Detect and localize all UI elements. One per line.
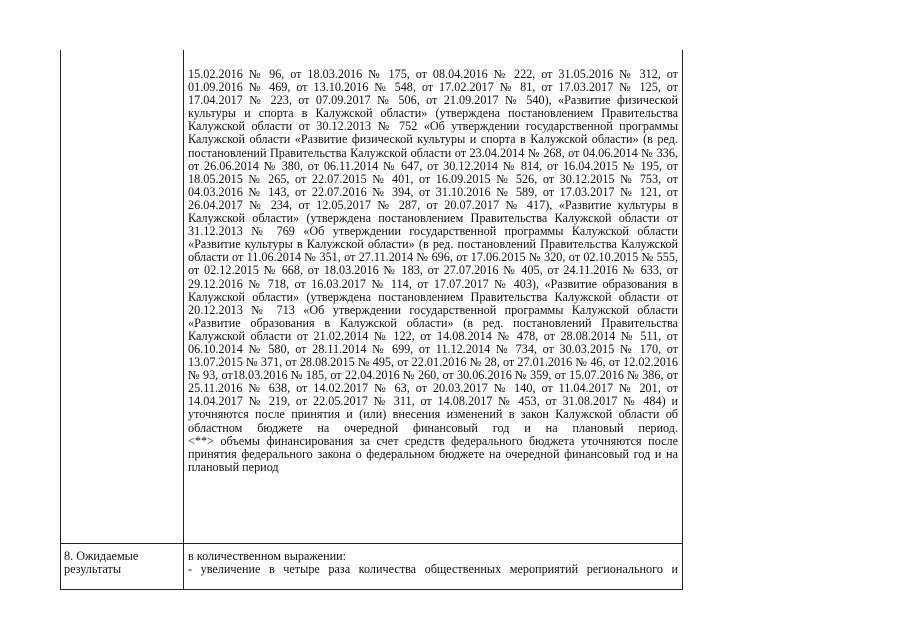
table-row-divider xyxy=(60,543,683,544)
expected-results-label-cell xyxy=(64,550,179,576)
financing-notes-cell xyxy=(188,68,678,474)
expected-results-label: 8. Ожидаемые результаты xyxy=(64,549,139,577)
federal-budget-note: <**> объемы финансирования за счет средств федерального бюджета уточняются после принятия федерального закона о федеральном бюджете на очередной финансовый год и на плановый период xyxy=(188,433,678,474)
results-line-quantitative: в количественном выражении: xyxy=(188,549,347,563)
table-border-middle xyxy=(183,50,184,590)
financing-notes-paragraph: 15.02.2016 № 96, от 18.03.2016 № 175, от 08.04.2016 № 222, от 31.05.2016 № 312, от 01.09.2016 № 469, от 13.10.2016 № 548, от 17.02.2017 № 81, от 17.03.2017 № 125, от 17.04.2017 № 223, от 07.09.2017 № 506, от 21.09.2017 № 540), «Развитие физической культуры и спорта в Калужской области» (утверждена постановлением Правительства Калужской области от 30.12.2013 № 752 «Об утверждении государственной программы Калужской области «Развитие физической культуры и спорта в Калужской области» (в ред. постановлений Правительства Калужской области от 23.04.2014 № 268, от 04.06.2014 № 336, от 26.06.2014 № 380, от 06.11.2014 № 647, от 30.12.2014 № 814, от 16.04.2015 № 195, от 18.05.2015 № 265, от 22.07.2015 № 401, от 16.09.2015 № 526, от 30.12.2015 № 753, от 04.03.2016 № 143, от 22.07.2016 № 394, от 31.10.2016 № 589, от 17.03.2017 № 121, от 26.04.2017 № 234, от 12.05.2017 № 287, от 20.07.2017 № 417), «Развитие культуры в Калужской области» (утверждена постановлением Правительства Калужской области от 31.12.2013 № 769 «Об утверждении государственной программы Калужской области «Развитие культуры в Калужской области» (в ред. постановлений Правительства Калужской области от 11.06.2014 № 351, от 27.11.2014 № 696, от 17.06.2015 № 320, от 02.10.2015 № 555, от 02.12.2015 № 668, от 18.03.2016 № 183, от 27.07.2016 № 405, от 24.11.2016 № 633, от 29.12.2016 № 718, от 16.03.2017 № 114, от 17.07.2017 № 403), «Развитие образования в Калужской области» (утверждена постановлением Правительства Калужской области от 20.12.2013 № 713 «Об утверждении государственной программы Калужской области «Развитие образования в Калужской области» (в ред. постановлений Правительства Калужской области от 21.02.2014 № 122, от 14.08.2014 № 478, от 28.08.2014 № 511, от 06.10.2014 № 580, от 28.11.2014 № 699, от 11.12.2014 № 734, от 30.03.2015 № 170, от 13.07.2015 № 371, от 28.08.2015 № 495, от 22.01.2016 № 28, от 27.01.2016 № 46, от 12.02.2016 № 93, от18.03.2016 № 185, от 22.04.2016 № 260, от 30.06.2016 № 359, от 15.07.2016 № 386, от 25.11.2016 № 638, от 14.02.2017 № 63, от 20.03.2017 № 140, от 11.04.2017 № 201, от 14.04.2017 № 219, от 22.05.2017 № 311, от 14.08.2017 № 453, от 31.08.2017 № 484) и уточняются после принятия и (или) внесения изменений в закон Калужской области об областном бюджете на очередной финансовый год и на плановый период. xyxy=(188,67,678,435)
table-border-left xyxy=(60,50,61,590)
expected-results-content-cell xyxy=(188,550,678,576)
table-border-right xyxy=(682,50,683,590)
results-line-increase: - увеличение в четыре раза количества общественных мероприятий регионального и xyxy=(188,562,678,577)
table-border-bottom xyxy=(60,589,683,590)
